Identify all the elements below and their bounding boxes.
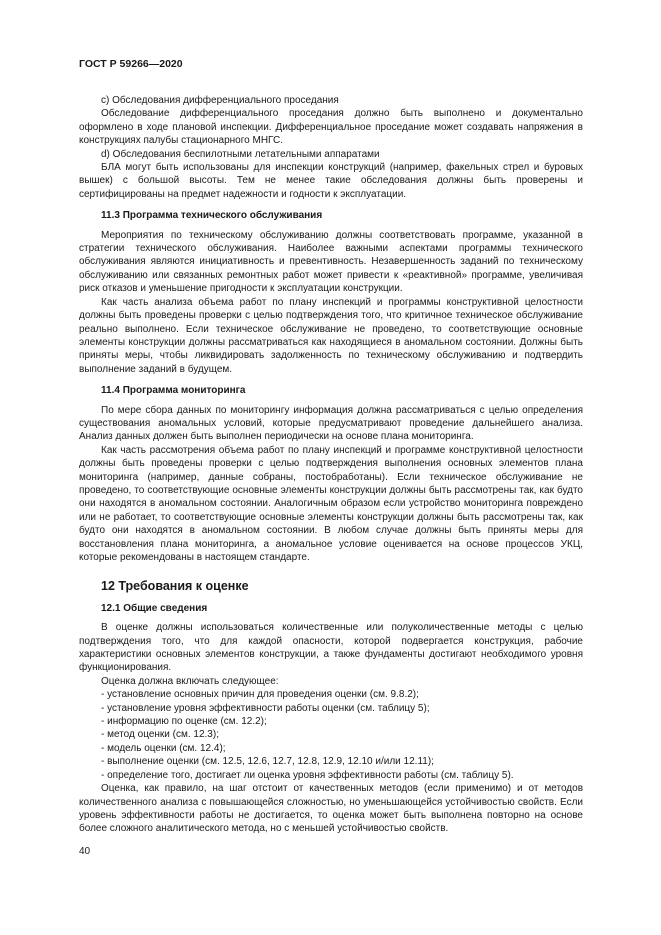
- list-item: - выполнение оценки (см. 12.5, 12.6, 12.7, 12.8, 12.9, 12.10 и/или 12.11);: [101, 756, 434, 768]
- heading-11-3: 11.3 Программа технического обслуживания: [101, 210, 323, 222]
- heading-12: 12 Требования к оценке: [101, 579, 249, 594]
- heading-12-1: 12.1 Общие сведения: [101, 602, 208, 614]
- paragraph-11-4-2: Как часть рассмотрения объема работ по плану инспекций и программе конструктивной целостности должны быть проведены проверки с целью подтверждения выполнения основных элементов плана мониторинга (например, данные собраны, постобработаны). Если техническое обслуживание не проведено, то соответствующие основные элементы конструкции должны быть рассмотрены так, как будто они находятся в аномальном состоянии. Аналогичным образом если устройство мониторинга повреждено или не работает, то соответствующие основные элементы конструкции должны быть рассмотрены так, как будто они находятся в аномальном состоянии. В любом случае должны быть приняты меры для восстановления плана мониторинга, а аномальное условие оценивается на основе процессов УКЦ, которые рекомендованы в настоящем стандарте.: [79, 444, 583, 563]
- list-item: - метод оценки (см. 12.3);: [101, 729, 219, 741]
- list-item: - модель оценки (см. 12.4);: [101, 742, 226, 754]
- document-header: ГОСТ Р 59266—2020: [79, 58, 183, 70]
- list-item: - установление уровня эффективности работы оценки (см. таблицу 5);: [101, 702, 430, 714]
- section-d-text: БЛА могут быть использованы для инспекции конструкций (например, факельных стрел и буровых вышек) с большой высоты. Тем не менее такие обследования должны быть проверены и сертифицированы на предмет надежности и годности к эксплуатации.: [79, 162, 583, 200]
- section-d-title: d) Обследования беспилотными летательными аппаратами: [101, 148, 380, 160]
- document-body: [79, 94, 583, 836]
- paragraph-12-1-1: В оценке должны использоваться количественные или полуколичественные методы с целью подтверждения того, что для каждой опасности, которой подвергается конструкция, рабочие характеристики основных элементов конструкции, а также фундаменты достигают необходимого уровня функционирования.: [79, 622, 583, 674]
- paragraph-11-3-1: Мероприятия по техническому обслуживанию должны соответствовать программе, указанной в стратегии технического обслуживания. Наиболее важными аспектами программы технического обслуживания являются инициативность и превентивность. Незавершенность заданий по техническому обслуживанию или связанных ремонтных работ может привести к «реактивной» программе, увеличивая риск отказов и уменьшение пригодности к эксплуатации конструкции.: [79, 229, 583, 295]
- section-c-title: c) Обследования дифференциального проседания: [101, 95, 339, 106]
- page-number: 40: [79, 846, 91, 857]
- section-c-text: Обследование дифференциального проседания должно быть выполнено и документально оформлено в ходе плановой инспекции. Дифференциальное проседание может создавать напряжения в конструкциях палубы стационарного МНГС.: [79, 108, 583, 147]
- assessment-list: [79, 688, 583, 782]
- paragraph-11-4-1: По мере сбора данных по мониторингу информация должна рассматриваться с целью определения существования аномальных условий, которые предусматривают проведение дальнейшего анализа. Анализ данных должен быть выполнен периодически на основе плана мониторинга.: [79, 404, 583, 443]
- list-item: - установление основных причин для проведения оценки (см. 9.8.2);: [101, 689, 419, 701]
- list-item: - определение того, достигает ли оценка уровня эффективности работы (см. таблицу 5).: [101, 769, 514, 781]
- paragraph-12-1-2: Оценка должна включать следующее:: [101, 675, 279, 687]
- paragraph-11-3-2: Как часть анализа объема работ по плану инспекций и программы конструктивной целостности должны быть проведены проверки с целью подтверждения того, что критичное техническое обслуживание реально выполнено. Если техническое обслуживание не проведено, то соответствующие основные элементы конструкции должны рассматриваться как находящиеся в аномальном состоянии. Должны быть приняты меры, чтобы ликвидировать задолженность по техническому обслуживанию и подтвердить выполнение заданий в будущем.: [79, 296, 583, 375]
- list-item: - информацию по оценке (см. 12.2);: [101, 716, 267, 728]
- paragraph-12-1-3: Оценка, как правило, на шаг отстоит от качественных методов (если применимо) и от методов количественного анализа с повышающейся сложностью, но уменьшающейся устойчивостью свойств. Если уровень эффективности работы не достигается, то оценка может быть выполнена повторно на основе более сложного аналитического метода, но с меньшей устойчивостью свойств.: [79, 783, 583, 835]
- heading-11-4: 11.4 Программа мониторинга: [101, 385, 246, 397]
